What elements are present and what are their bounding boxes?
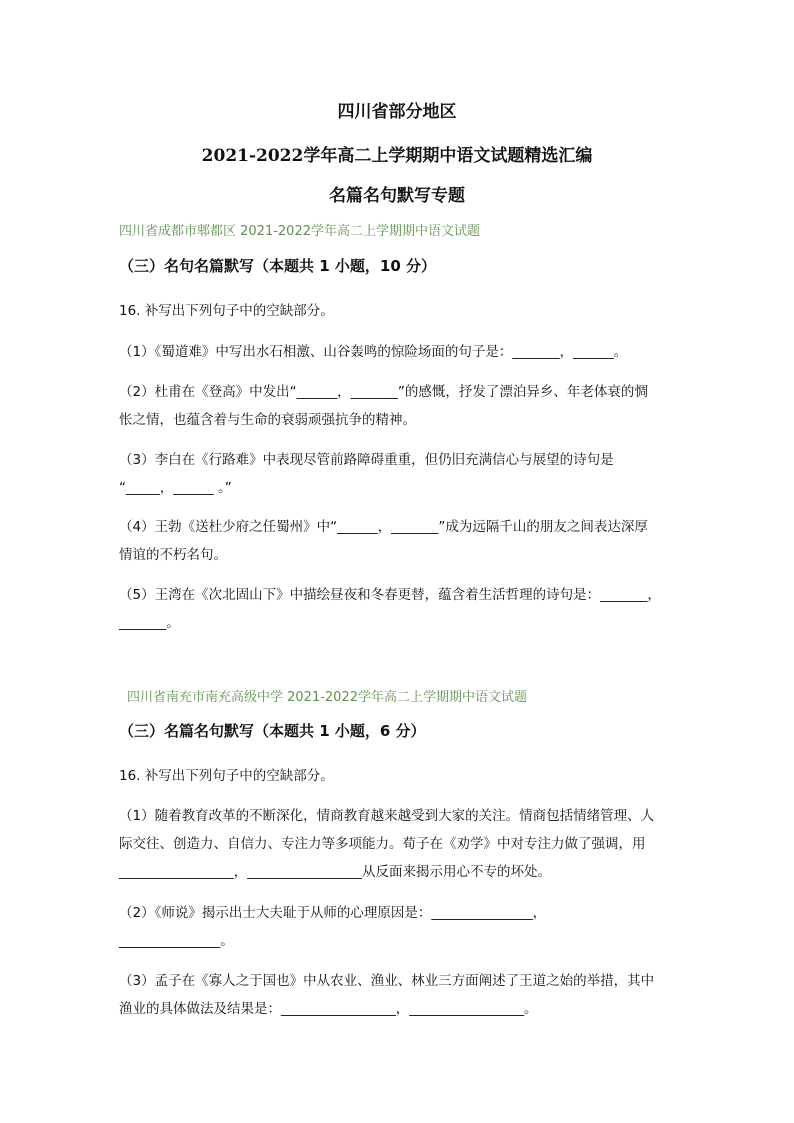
question-item-1-4-cont: 情谊的不朽名句。 [119, 547, 227, 563]
source-label-2: 四川省南充市南充高级中学 2021-2022学年高二上学期期中语文试题 [127, 690, 527, 705]
question-16-stem-2: 16. 补写出下列句子中的空缺部分。 [119, 768, 334, 784]
section-heading-2: （三）名篇名句默写（本题共 1 小题，6 分） [119, 722, 426, 740]
section-heading-1: （三）名句名篇默写（本题共 1 小题，10 分） [119, 257, 436, 275]
question-item-2-3: （3）孟子在《寡人之于国也》中从农业、渔业、林业三方面阐述了王道之始的举措，其中 [119, 973, 655, 989]
question-item-1-5-cont: _______。 [119, 615, 180, 631]
question-item-2-2-cont: _______________。 [119, 933, 234, 949]
source-label-1: 四川省成都市郫都区 2021-2022学年高二上学期期中语文试题 [119, 224, 480, 239]
doc-title-region: 四川省部分地区 [337, 102, 457, 122]
question-item-2-2: （2）《师说》揭示出士大夫耻于从师的心理原因是：_______________， [119, 905, 547, 921]
question-item-1-5: （5）王湾在《次北固山下》中描绘昼夜和冬春更替，蕴含着生活哲理的诗句是：_______， [119, 587, 661, 603]
question-item-1-3: （3）李白在《行路难》中表现尽管前路障碍重重，但仍旧充满信心与展望的诗句是 [119, 452, 614, 468]
question-item-1-2-cont: 怅之情，也蕴含着与生命的衰弱顽强抗争的精神。 [119, 412, 416, 428]
question-item-2-1: （1）随着教育改革的不断深化，情商教育越来越受到大家的关注。情商包括情绪管理、人 [119, 808, 655, 824]
question-item-2-1-cont-b: _________________，_________________从反面来揭示用心不专的坏处。 [119, 864, 551, 880]
question-item-2-3-cont: 渔业的具体做法及结果是：_________________，_________________。 [119, 1001, 538, 1017]
doc-title-main: 2021-2022学年高二上学期期中语文试题精选汇编 [201, 146, 593, 166]
question-item-1-3-cont: “_____，______ 。” [119, 480, 232, 496]
question-item-1-2: （2）杜甫在《登高》中发出“______，_______”的感慨，抒发了漂泊异乡、年老体衰的惆 [119, 384, 648, 400]
doc-title-topic: 名篇名句默写专题 [329, 186, 465, 206]
question-item-1-4: （4）王勃《送杜少府之任蜀州》中“______，_______”成为远隔千山的朋友之间表达深厚 [119, 519, 648, 535]
question-16-stem-1: 16. 补写出下列句子中的空缺部分。 [119, 303, 334, 319]
question-item-2-1-cont-a: 际交往、创造力、自信力、专注力等多项能力。荀子在《劝学》中对专注力做了强调，用 [119, 836, 646, 852]
question-item-1-1: （1）《蜀道难》中写出水石相激、山谷轰鸣的惊险场面的句子是：_______，______。 [119, 344, 628, 360]
